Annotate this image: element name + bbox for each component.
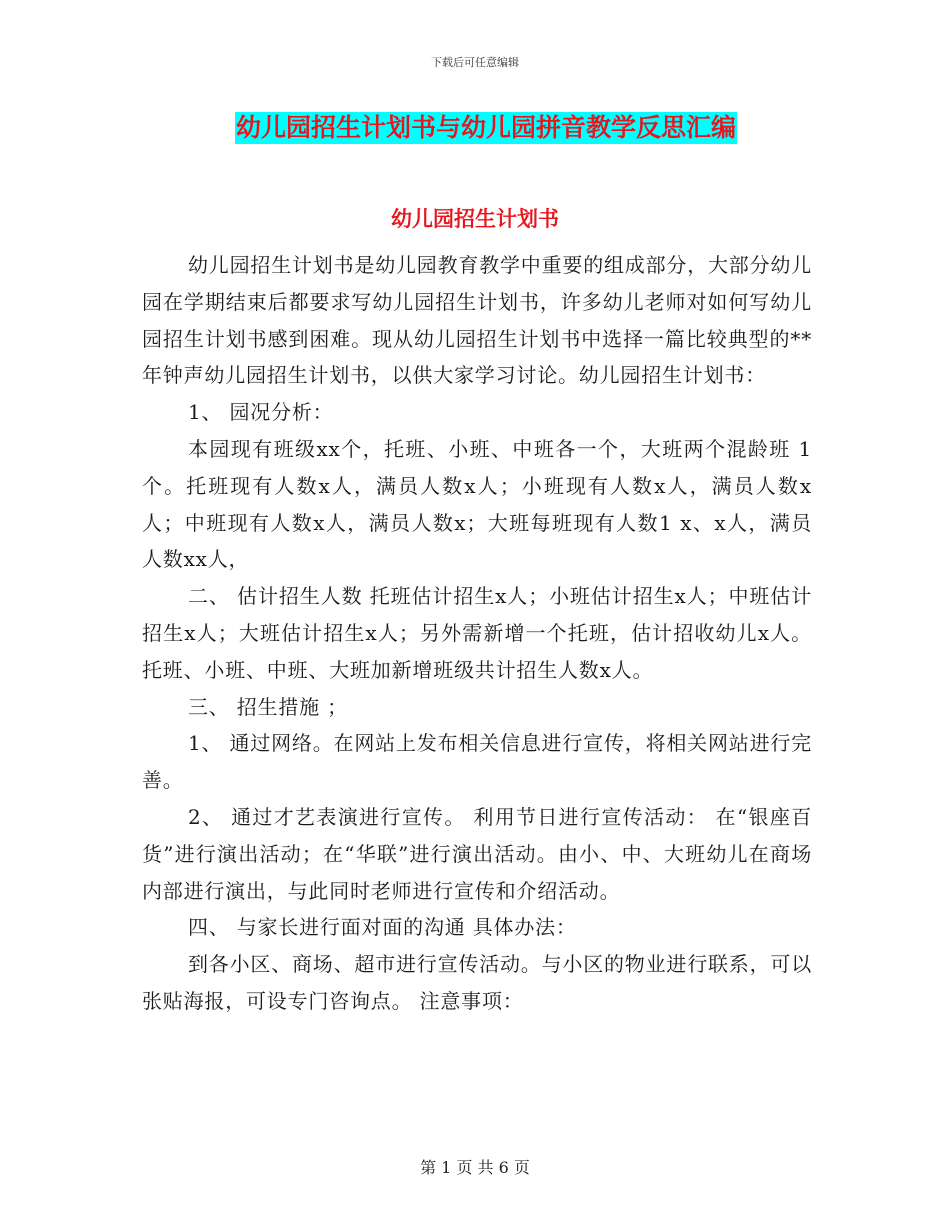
paragraph-estimated-enrollment: 二、 估计招生人数 托班估计招生x人；小班估计招生x人；中班估计招生x人；大班估计招生x人；另外需新增一个托班，估计招收幼儿x人。托班、小班、中班、大班加新增班级共计招生人数x人。 [142,584,812,682]
paragraph-heading-3: 三、 招生措施 ； [188,694,348,719]
body-text [142,247,812,1020]
paragraph-measure-2: 2、 通过才艺表演进行宣传。 利用节日进行宣传活动： 在“银座百货”进行演出活动；在“华联”进行演出活动。由小、中、大班幼儿在商场内部进行演出，与此同时老师进行宣传和介绍活动。 [142,804,812,903]
paragraph-heading-4: 四、 与家长进行面对面的沟通 具体办法： [188,915,577,940]
paragraph-activities: 到各小区、商场、超市进行宣传活动。与小区的物业进行联系，可以张贴海报，可设专门咨询点。 注意事项： [142,952,812,1013]
paragraph-measure-1: 1、 通过网络。在网站上发布相关信息进行宣传，将相关网站进行完善。 [142,731,812,793]
page-footer: 第 1 页 共 6 页 [420,1158,530,1177]
paragraph-class-status: 本园现有班级xx个，托班、小班、中班各一个，大班两个混龄班 1个。托班现有人数x人，满员人数x人；小班现有人数x人，满员人数x人；中班现有人数x人，满员人数x；大班每班现有人数1 x、x人，满员人数xx人， [142,436,812,572]
header-note: 下载后可任意编辑 [431,56,519,69]
section-title: 幼儿园招生计划书 [391,206,559,231]
paragraph-intro: 幼儿园招生计划书是幼儿园教育教学中重要的组成部分，大部分幼儿园在学期结束后都要求写幼儿园招生计划书，许多幼儿老师对如何写幼儿园招生计划书感到困难。现从幼儿园招生计划书中选择一篇比较典型的**年钟声幼儿园招生计划书，以供大家学习讨论。幼儿园招生计划书： [142,253,812,388]
document-title: 幼儿园招生计划书与幼儿园拼音教学反思汇编 [236,113,737,142]
paragraph-heading-1: 1、 园况分析： [188,400,334,425]
